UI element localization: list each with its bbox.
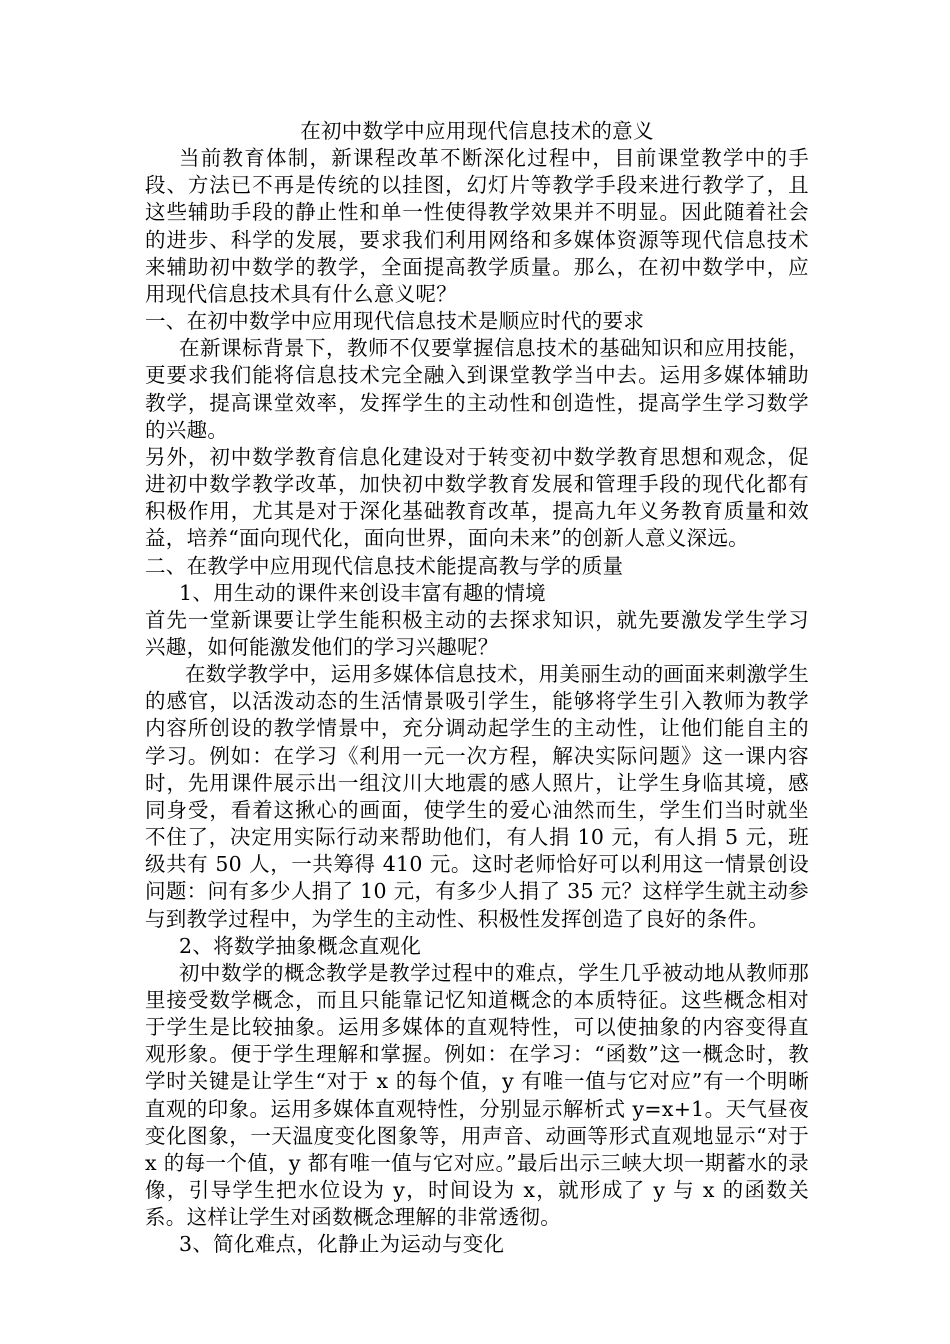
subsection-1-paragraph-2: 在数学教学中，运用多媒体信息技术，用美丽生动的画面来刺激学生的感官，以活泼动态的生活情景吸引学生，能够将学生引入教师为教学内容所创设的教学情景中，充分调动起学生的主动性，让他们能自主的学习。例如：在学习《利用一元一次方程，解决实际问题》这一课内容时，先用课件展示出一组汶川大地震的感人照片，让学生身临其境，感同身受，看着这揪心的画面，使学生的爱心油然而生，学生们当时就坐不住了，决定用实际行动来帮助他们，有人捐 10 元，有人捐 5 元，班级共有 50 人，一共筹得 410 元。这时老师恰好可以利用这一情景创设问题：问有多少人捐了 10 元，有多少人捐了 35 元？这样学生就主动参与到教学过程中，为学生的主动性、积极性发挥创造了良好的条件。 <box>145 662 809 931</box>
section-1-paragraph-1: 在新课标背景下，教师不仅要掌握信息技术的基础知识和应用技能，更要求我们能将信息技术完全融入到课堂教学当中去。运用多媒体辅助教学，提高课堂效率，发挥学生的主动性和创造性，提高学生学习数学的兴趣。 <box>145 336 809 442</box>
subsection-heading-1: 1、用生动的课件来创设丰富有趣的情境 <box>179 580 546 605</box>
intro-paragraph: 当前教育体制，新课程改革不断深化过程中，目前课堂教学中的手段、方法已不再是传统的以挂图，幻灯片等教学手段来进行教学了，且这些辅助手段的静止性和单一性使得教学效果并不明显。因此随着社会的进步、科学的发展，要求我们利用网络和多媒体资源等现代信息技术来辅助初中数学的教学，全面提高教学质量。那么，在初中数学中，应用现代信息技术具有什么意义呢？ <box>145 146 809 306</box>
subsection-1-paragraph-1: 首先一堂新课要让学生能积极主动的去探求知识，就先要激发学生学习兴趣，如何能激发他们的学习兴趣呢？ <box>145 607 809 659</box>
section-1-paragraph-2: 另外，初中数学教育信息化建设对于转变初中数学教育思想和观念，促进初中数学教学改革，加快初中数学教育发展和管理手段的现代化都有积极作用，尤其是对于深化基础教育改革，提高九年义务教育质量和效益，培养“面向现代化，面向世界，面向未来”的创新人意义深远。 <box>145 444 809 551</box>
subsection-heading-2: 2、将数学抽象概念直观化 <box>179 933 422 958</box>
document-title: 在初中数学中应用现代信息技术的意义 <box>300 119 654 143</box>
subsection-heading-3: 3、简化难点，化静止为运动与变化 <box>179 1232 505 1257</box>
subsection-2-paragraph: 初中数学的概念教学是教学过程中的难点，学生几乎被动地从教师那里接受数学概念，而且只能靠记忆知道概念的本质特征。这些概念相对于学生是比较抽象。运用多媒体的直观特性，可以使抽象的内容变得直观形象。便于学生理解和掌握。例如：在学习：“函数”这一概念时，教学时关键是让学生“对于 x 的每个值，y 有唯一值与它对应”有一个明晰直观的印象。运用多媒体直观特性，分别显示解析式 y=x+1。天气昼夜变化图象，一天温度变化图象等，用声音、动画等形式直观地显示“对于 x 的每一个值，y 都有唯一值与它对应。”最后出示三峡大坝一期蓄水的录像，引导学生把水位设为 y，时间设为 x，就形成了 y 与 x 的函数关系。这样让学生对函数概念理解的非常透彻。 <box>145 960 809 1230</box>
document-page <box>145 118 809 1259</box>
section-heading-1: 一、在初中数学中应用现代信息技术是顺应时代的要求 <box>145 309 645 334</box>
section-heading-2: 二、在教学中应用现代信息技术能提高教与学的质量 <box>145 553 624 578</box>
